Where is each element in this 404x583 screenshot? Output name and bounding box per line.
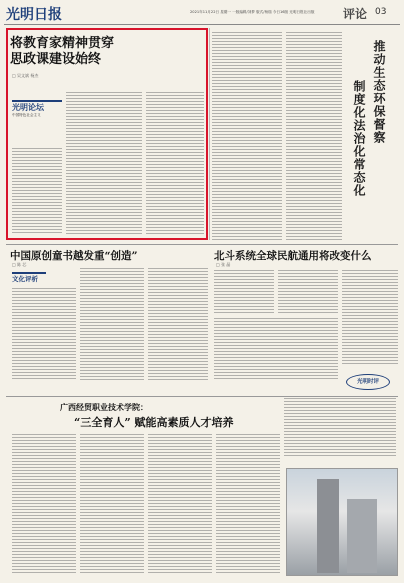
building-shape: [317, 479, 339, 573]
innovation-body-col2: [80, 268, 144, 380]
innovation-article-byline: □ 陈 芯: [12, 262, 27, 267]
column-tag-subtitle: 中国特色社会主义: [12, 113, 41, 117]
lead-article-byline: □ 吴文斌 杨杰: [12, 73, 39, 78]
lead-article-body-col1: [66, 92, 142, 234]
guangxi-body-col3: [148, 434, 212, 574]
dateline: 2021年11月22日 星期一 一版编辑/刘梦 版式/杨瑞 今日16版 光明日报社出版: [190, 10, 315, 14]
page-number: 03: [375, 7, 387, 17]
lead-article-body-col0: [12, 148, 62, 234]
guangxi-article-title[interactable]: “三全育人” 赋能高素质人才培养: [74, 416, 234, 429]
lead-title-line-2: 思政课建设始终: [10, 52, 102, 67]
section-label: 评论: [343, 7, 368, 21]
guangxi-body-col1: [12, 434, 76, 574]
culture-analysis-tag: [12, 272, 46, 286]
lead-article-body-col2: [146, 92, 204, 234]
column-tag-title: 光明论坛: [12, 102, 44, 112]
beidou-article-title[interactable]: 北斗系统全球民航通用将改变什么: [214, 250, 372, 262]
vertical-title-part-a: 推动生态环保督察: [372, 40, 386, 144]
beidou-body-col1: [214, 270, 274, 314]
section-divider-1: [6, 244, 398, 245]
beidou-body-col3: [342, 270, 398, 366]
lead-article-title[interactable]: [10, 36, 206, 68]
guangxi-body-col5: [284, 398, 396, 458]
innovation-body-col1: [12, 288, 76, 380]
innovation-article-title[interactable]: 中国原创童书越发重“创造”: [10, 250, 138, 262]
guangxi-article-intro: 广西经贸职业技术学院：: [60, 402, 148, 412]
innovation-tag: 文化评析: [12, 275, 38, 283]
building-shape-2: [347, 499, 377, 573]
section-divider-2: [6, 396, 398, 397]
beidou-article-byline: □ 张 晶: [216, 262, 231, 267]
guangxi-body-col4: [216, 434, 280, 574]
beidou-body-col2: [278, 270, 338, 314]
column-tag-guangming-forum: [12, 100, 62, 146]
newspaper-logo: 光明日报: [6, 7, 62, 23]
guangming-comment-badge: [346, 374, 390, 390]
right-article-body: [286, 32, 342, 242]
campus-building-photo: [286, 468, 398, 576]
beidou-tag: 光明时评: [356, 379, 379, 385]
lead-title-line-1: 将教育家精神贯穿: [10, 36, 115, 51]
column-divider: [209, 28, 210, 240]
middle-article-body: [212, 32, 282, 242]
vertical-title-part-b: 制度化法治化常态化: [352, 80, 366, 197]
guangxi-body-col2: [80, 434, 144, 574]
innovation-body-col3: [148, 268, 208, 380]
beidou-body-lower: [214, 318, 338, 380]
